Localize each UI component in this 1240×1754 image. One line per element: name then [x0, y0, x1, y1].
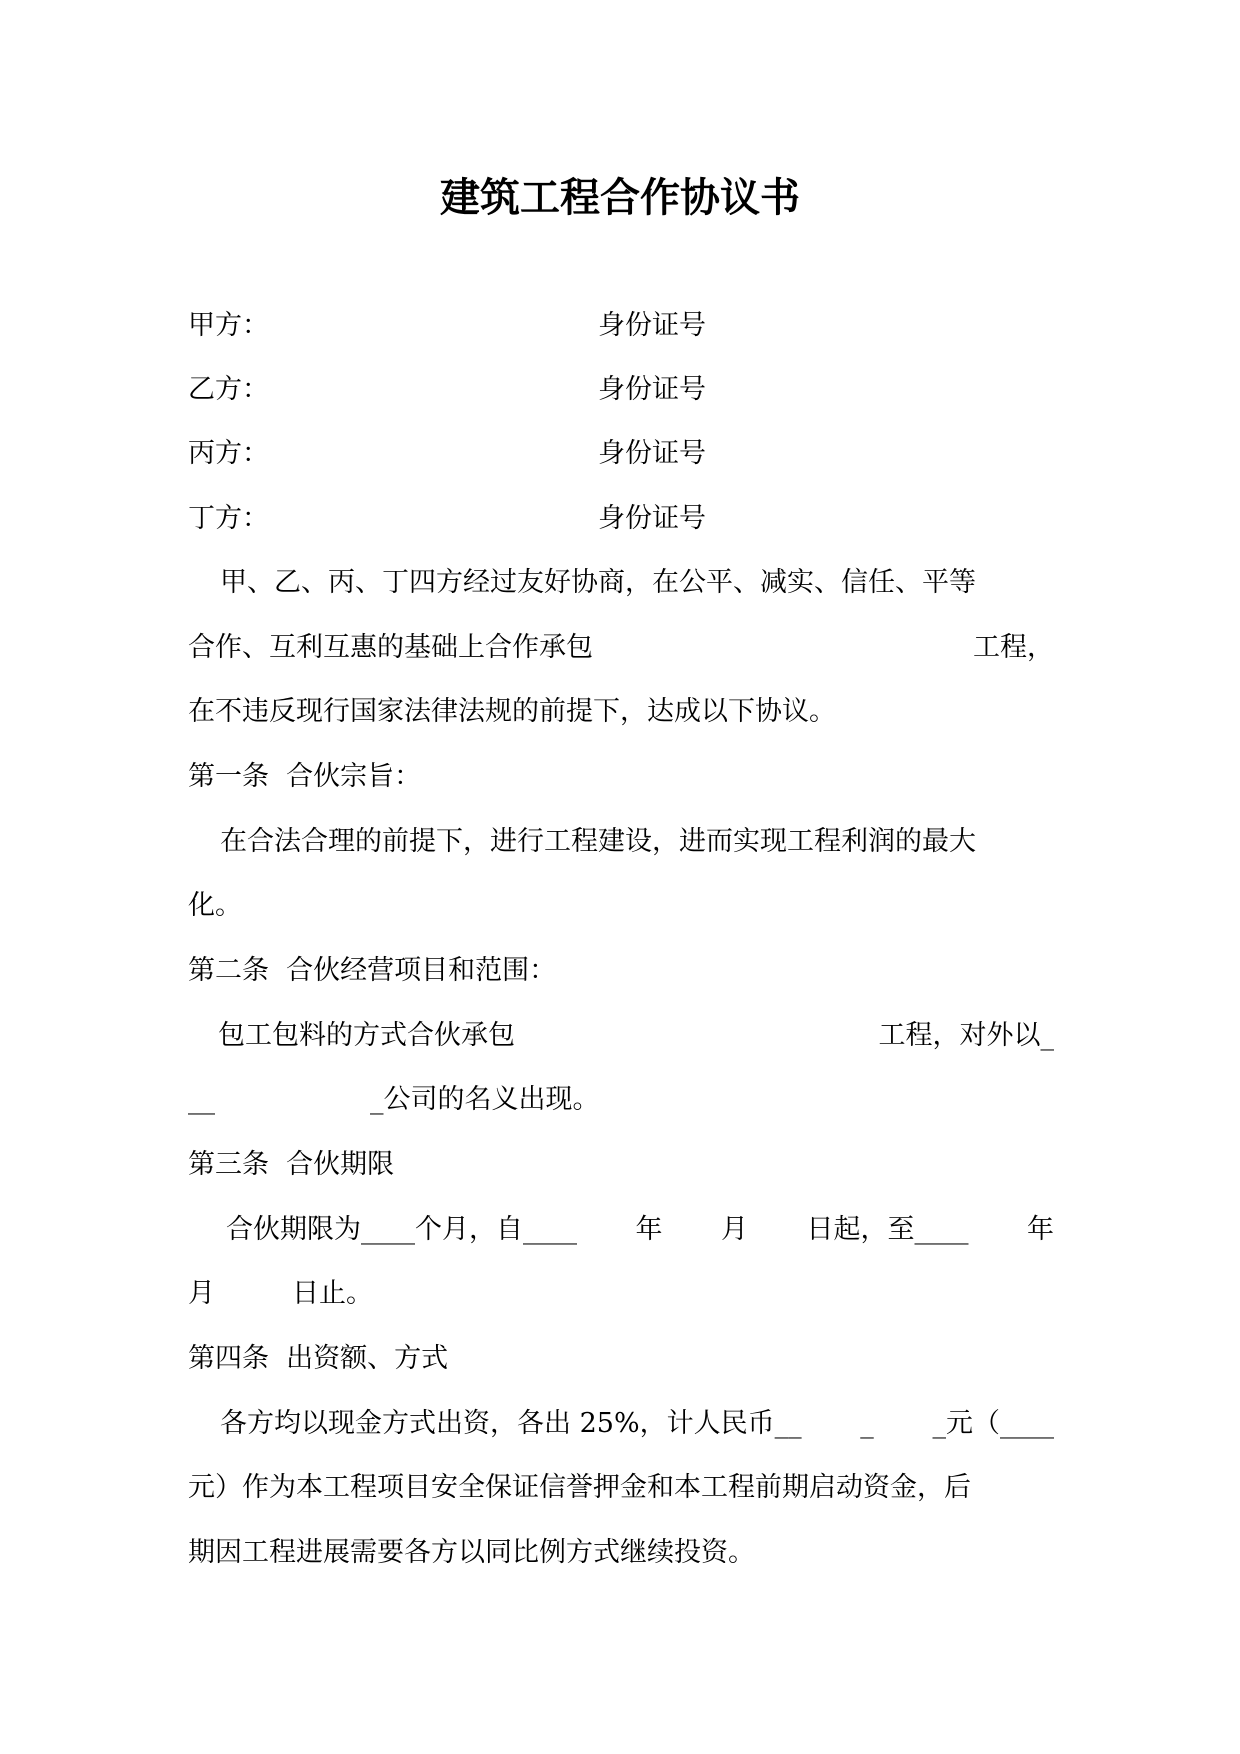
article-2-line-1-right: 工程，对外以_	[878, 1020, 1054, 1051]
party-d-id-label: 身份证号	[598, 503, 706, 534]
party-d-label: 丁方：	[188, 503, 269, 534]
article-3-line-2-right: 日止。	[292, 1278, 373, 1309]
party-b-id-label: 身份证号	[598, 374, 706, 405]
article-4-line-1-part-2: _	[860, 1408, 874, 1439]
article-2-line-1-left: 包工包料的方式合伙承包	[218, 1020, 515, 1051]
party-c-id-label: 身份证号	[598, 438, 706, 469]
preamble-line-2-left: 合作、互利互惠的基础上合作承包	[188, 632, 593, 663]
article-1-heading: 第一条 合伙宗旨：	[188, 761, 422, 792]
preamble-line-1	[220, 563, 1054, 603]
preamble-line-1-text: 甲、乙、丙、丁四方经过友好协商，在公平、减实、信任、平等	[220, 567, 976, 598]
party-c-label: 丙方：	[188, 438, 269, 469]
article-3-line-2-left: 月	[188, 1278, 215, 1309]
article-2-heading: 第二条 合伙经营项目和范围：	[188, 955, 557, 986]
article-4-line-1-part-3: _元（____	[932, 1408, 1054, 1439]
article-3-year-label: 年	[635, 1214, 663, 1245]
preamble-line-2-right: 工程，	[973, 632, 1054, 663]
article-3-month-label: 月	[721, 1214, 748, 1245]
article-3-heading: 第三条 合伙期限	[188, 1149, 395, 1180]
article-2-line-1	[218, 1016, 1054, 1056]
article-2-line-2-right: _公司的名义出现。	[370, 1084, 600, 1115]
article-1-line-1: 在合法合理的前提下，进行工程建设，进而实现工程利润的最大	[220, 826, 976, 857]
article-1-line-2: 化。	[188, 890, 242, 921]
article-3-line-1	[226, 1210, 1054, 1250]
article-4-line-1	[220, 1404, 1054, 1444]
article-3-period-text: 合伙期限为____个月，自____	[226, 1214, 577, 1245]
article-4-heading: 第四条 出资额、方式	[188, 1343, 449, 1374]
article-4-line-3: 期因工程进展需要各方以同比例方式继续投资。	[188, 1537, 755, 1568]
document-title: 建筑工程合作协议书	[440, 175, 800, 221]
article-4-line-2: 元）作为本工程项目安全保证信誉押金和本工程前期启动资金，后	[188, 1472, 971, 1503]
party-b-label: 乙方：	[188, 374, 269, 405]
preamble-line-2	[188, 628, 1054, 668]
party-a-id-label: 身份证号	[598, 310, 706, 341]
preamble-line-3: 在不违反现行国家法律法规的前提下，达成以下协议。	[188, 696, 836, 727]
party-a-label: 甲方：	[188, 310, 269, 341]
article-4-line-1-part-1: 各方均以现金方式出资，各出 25%，计人民币__	[220, 1408, 802, 1439]
article-3-end-year-label: 年	[1027, 1214, 1054, 1245]
article-3-day-until-text: 日起，至____	[806, 1214, 969, 1245]
article-2-line-2-left: __	[188, 1084, 215, 1115]
